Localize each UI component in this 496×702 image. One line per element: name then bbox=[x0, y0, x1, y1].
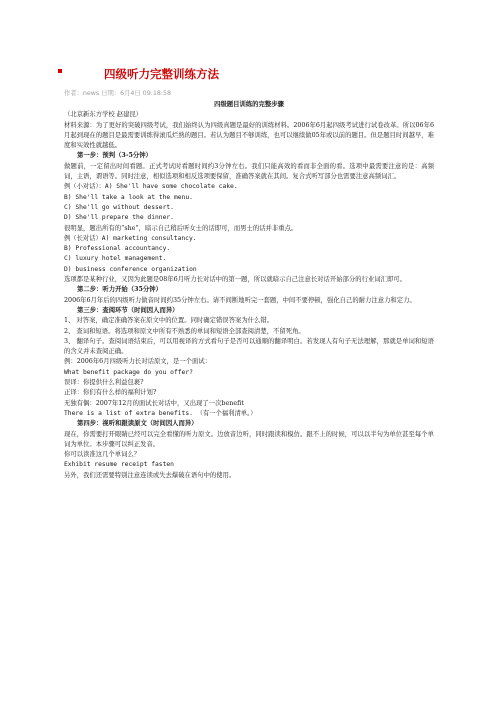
body-line: 另外，我们还需要特别注意连读或失去爆破在语句中的使用。 bbox=[64, 471, 236, 479]
body-line: D) She'll prepare the dinner. bbox=[64, 214, 174, 222]
body-line: 材料来源：为了更好的突破四级考试，我们始终认为四级真题是最好的训练材料。2006年6月起四级考试进行试卷改革。所以06年6月起到现在的题目是最需要训练得滚瓜烂熟的题目。若认为题目不够训练，也可以继续做05年或以前的题目。但是题目时间越早，难度和实效性就越低。 bbox=[64, 121, 434, 150]
body-line: 第二步：听力开始（35分钟） bbox=[77, 286, 162, 294]
body-line: 很明显，题出所有的“she”，暗示自己稍后听女士的话即可，而男士的话并非重点。 bbox=[64, 224, 298, 232]
body-line: 无独有偶：2007年12月的面试长对话中，又出现了一次benefit bbox=[64, 399, 244, 407]
body-line: C) luxury hotel management. bbox=[64, 255, 167, 263]
article-title: 四级听力完整训练方法 bbox=[104, 67, 219, 81]
body-line: 正译：你们有什么样的福利计划? bbox=[64, 389, 157, 397]
body-line: 你可以读准这几个单词么？ bbox=[64, 451, 141, 459]
body-line: 误译：你提供什么利益包裹? bbox=[64, 379, 144, 387]
bullet-icon bbox=[58, 69, 62, 73]
body-line: 选项都是某种行业，又因为此题是08年6月听力长对话中的第一题，所以就暗示自己注意长对话开始部分的行业词汇即可。 bbox=[64, 276, 406, 284]
body-line: 例（小对话）：A) She'll have some chocolate cake. bbox=[64, 183, 238, 191]
body-line: Exhibit resume receipt fasten bbox=[64, 461, 174, 469]
body-line: 1、 对答案，确定准确答案在原文中的位置。同时确定错误答案为什么错。 bbox=[64, 317, 274, 325]
body-line: 第四步：视听和跟读原文（时间因人而异） bbox=[77, 420, 198, 428]
body-line: 现在，你需要打开眼睛已经可以完全看懂的听力原文。边放音边听，同时跟读和模仿。跟不上的时候，可以以半句为单位甚至每个单词为单位。本步骤可以纠正发音。 bbox=[64, 430, 434, 448]
body-line: C) She'll go without dessert. bbox=[64, 203, 174, 211]
body-line: There is a list of extra benefits. （有一个福利清单。） bbox=[64, 409, 257, 417]
article-body bbox=[64, 100, 434, 481]
body-line: 2、 查词和短语。将选项和原文中所有不熟悉的单词和短语全部查阅清楚，不留死角。 bbox=[64, 327, 305, 335]
body-line: 2006年6月年后的四级听力做音时间约35分钟左右。请不间断地听完一套题，中间不要停顿，强化自己的耐力注意力和定力。 bbox=[64, 296, 416, 304]
body-line: （北京新东方学校 赵建昆） bbox=[64, 111, 143, 119]
body-line: B) She'll take a look at the menu. bbox=[64, 193, 193, 201]
body-line: 3、 翻译句子。查阅词语结束后，可以用视译的方式看句子是否可以通顺的翻译明白。若发现人有句子无法理解，那就是单词和短语的含义并未查阅正确。 bbox=[64, 337, 434, 356]
body-line: 做题前，一定留出时间看题。正式考试时看题时间约3分钟左右。我们只能高效的看而非全面的看。选项中最需要注意的是：高频词，主语，谓语等。同时注意，相似选项和相反选项要保留，准确答案就在其间。复合式听写部分也需要注意高频词汇。 bbox=[64, 162, 434, 181]
article-meta: 作者：news 日期：6月4日 09:18:58 bbox=[64, 90, 171, 97]
body-line: 第三步：查阅环节（时间因人而异） bbox=[77, 306, 179, 314]
title-row bbox=[58, 66, 458, 82]
body-line: 四级题目训练的完整步骤 bbox=[214, 101, 284, 108]
body-line: 例：2006年6月四级听力长对话原文，是一个面试： bbox=[64, 358, 212, 366]
body-line: D) business conference organization bbox=[64, 265, 197, 273]
body-line: What benefit package do you offer? bbox=[64, 368, 193, 376]
body-line: 例（长对话）A) marketing consultancy. bbox=[64, 234, 197, 242]
body-line: B) Professional accountancy. bbox=[64, 245, 171, 253]
body-line: 第一步：预判（3-5分钟） bbox=[77, 152, 152, 160]
